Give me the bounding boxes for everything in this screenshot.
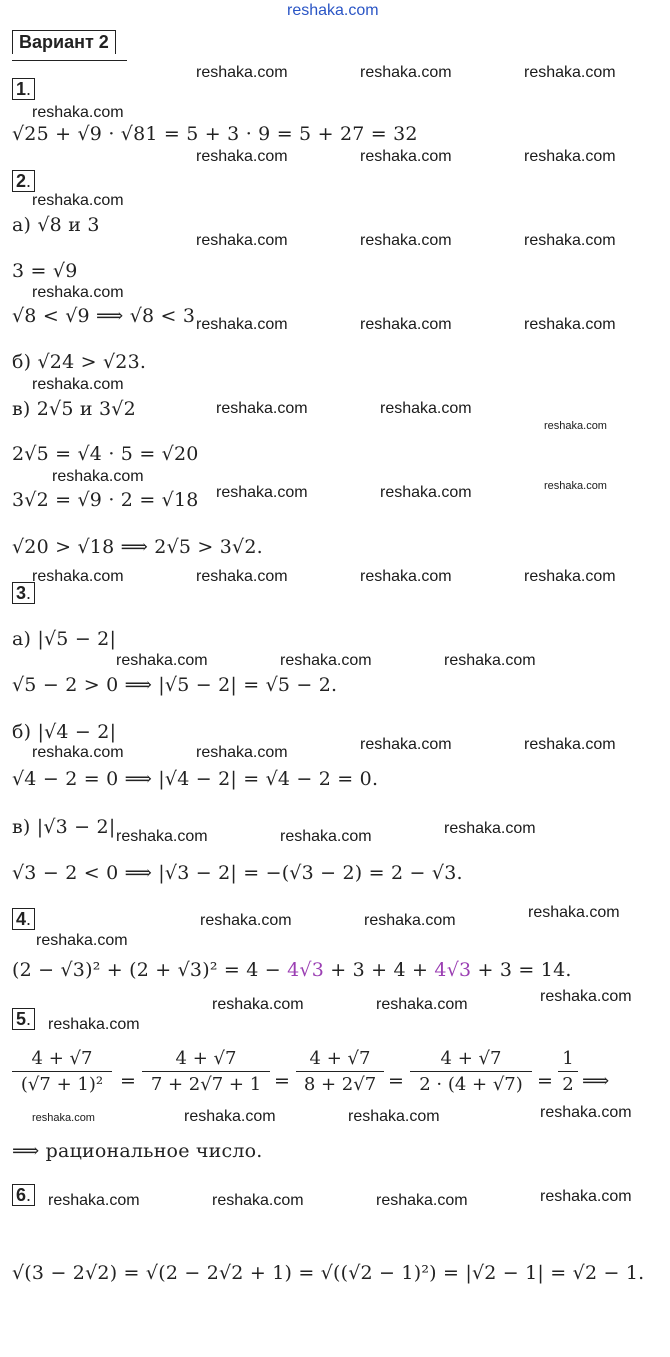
task5-f3-denominator: 8 + 2√7	[303, 1074, 377, 1095]
watermark[interactable]: reshaka.com	[360, 232, 452, 249]
task6-line: √(3 − 2√2) = √(2 − 2√2 + 1) = √((√2 − 1)²) = |√2 − 1| = √2 − 1.	[12, 1262, 645, 1284]
watermark[interactable]: reshaka.com	[364, 912, 456, 929]
task2-line-e: в) 2√5 и 3√2	[12, 398, 136, 420]
watermark[interactable]: reshaka.com	[524, 64, 616, 81]
task-number-1: 1.	[12, 78, 35, 100]
task4-highlight-1: 4√3	[287, 959, 325, 981]
watermark[interactable]: reshaka.com	[544, 420, 607, 432]
watermark[interactable]: reshaka.com	[48, 1016, 140, 1033]
watermark[interactable]: reshaka.com	[360, 316, 452, 333]
watermark[interactable]: reshaka.com	[200, 912, 292, 929]
task5-implies: ⟹	[582, 1070, 610, 1092]
watermark[interactable]: reshaka.com	[380, 484, 472, 501]
watermark[interactable]: reshaka.com	[528, 904, 620, 921]
task3-line-a: а) |√5 − 2|	[12, 628, 117, 650]
watermark[interactable]: reshaka.com	[196, 232, 288, 249]
task2-line-a: а) √8 и 3	[12, 214, 100, 236]
variant-underline	[12, 60, 127, 61]
task3-line-d: √4 − 2 = 0 ⟹ |√4 − 2| = √4 − 2 = 0.	[12, 768, 379, 790]
watermark[interactable]: reshaka.com	[196, 148, 288, 165]
watermark[interactable]: reshaka.com	[32, 376, 124, 393]
watermark[interactable]: reshaka.com	[524, 568, 616, 585]
watermark[interactable]: reshaka.com	[116, 828, 208, 845]
task-number-4: 4.	[12, 908, 35, 930]
task4-part2: + 3 + 4 +	[324, 959, 435, 981]
task3-line-e: в) |√3 − 2|	[12, 816, 116, 838]
watermark[interactable]: reshaka.com	[212, 996, 304, 1013]
task2-line-g: 3√2 = √9 · 2 = √18	[12, 489, 199, 511]
task1-line: √25 + √9 · √81 = 5 + 3 · 9 = 5 + 27 = 32	[12, 123, 418, 145]
task5-f2-numerator: 4 + √7	[175, 1048, 237, 1069]
watermark[interactable]: reshaka.com	[444, 820, 536, 837]
watermark[interactable]: reshaka.com	[544, 480, 607, 492]
watermark[interactable]: reshaka.com	[196, 568, 288, 585]
watermark[interactable]: reshaka.com	[524, 232, 616, 249]
watermark[interactable]: reshaka.com	[116, 652, 208, 669]
watermark[interactable]: reshaka.com	[280, 652, 372, 669]
variant-title: Вариант 2	[12, 30, 116, 54]
watermark[interactable]: reshaka.com	[52, 468, 144, 485]
task3-line-f: √3 − 2 < 0 ⟹ |√3 − 2| = −(√3 − 2) = 2 − √3.	[12, 862, 463, 884]
watermark[interactable]: reshaka.com	[540, 1188, 632, 1205]
watermark[interactable]: reshaka.com	[48, 1192, 140, 1209]
watermark[interactable]: reshaka.com	[444, 652, 536, 669]
watermark[interactable]: reshaka.com	[360, 568, 452, 585]
task5-eq-4: =	[537, 1070, 554, 1092]
watermark[interactable]: reshaka.com	[216, 400, 308, 417]
task2-line-h: √20 > √18 ⟹ 2√5 > 3√2.	[12, 536, 263, 558]
watermark[interactable]: reshaka.com	[360, 64, 452, 81]
site-header[interactable]: reshaka.com	[287, 2, 379, 19]
watermark[interactable]: reshaka.com	[360, 736, 452, 753]
watermark[interactable]: reshaka.com	[540, 988, 632, 1005]
task5-f4-denominator: 2 · (4 + √7)	[419, 1074, 523, 1095]
watermark[interactable]: reshaka.com	[360, 148, 452, 165]
task5-f2-denominator: 7 + 2√7 + 1	[150, 1074, 262, 1095]
watermark[interactable]: reshaka.com	[540, 1104, 632, 1121]
task5-eq-3: =	[388, 1070, 405, 1092]
watermark[interactable]: reshaka.com	[184, 1108, 276, 1125]
watermark[interactable]: reshaka.com	[524, 736, 616, 753]
watermark[interactable]: reshaka.com	[376, 1192, 468, 1209]
watermark[interactable]: reshaka.com	[32, 744, 124, 761]
task5-conclusion: ⟹ рациональное число.	[12, 1140, 263, 1162]
task3-line-b: √5 − 2 > 0 ⟹ |√5 − 2| = √5 − 2.	[12, 674, 338, 696]
watermark[interactable]: reshaka.com	[280, 828, 372, 845]
task4-highlight-2: 4√3	[434, 959, 472, 981]
task5-eq-1: =	[120, 1070, 137, 1092]
task2-line-d: б) √24 > √23.	[12, 351, 147, 373]
task-number-3: 3.	[12, 582, 35, 604]
watermark[interactable]: reshaka.com	[32, 1112, 95, 1124]
task-number-5: 5.	[12, 1008, 35, 1030]
task5-fraction-2	[142, 1048, 270, 1095]
task5-f4-numerator: 4 + √7	[440, 1048, 502, 1069]
task5-f3-numerator: 4 + √7	[309, 1048, 371, 1069]
task5-fraction-1	[12, 1048, 112, 1095]
watermark[interactable]: reshaka.com	[196, 64, 288, 81]
watermark[interactable]: reshaka.com	[32, 284, 124, 301]
task4-line	[12, 959, 572, 981]
task5-f5-numerator: 1	[562, 1048, 574, 1069]
task5-eq-2: =	[274, 1070, 291, 1092]
watermark[interactable]: reshaka.com	[380, 400, 472, 417]
watermark[interactable]: reshaka.com	[216, 484, 308, 501]
task5-f1-numerator: 4 + √7	[31, 1048, 93, 1069]
watermark[interactable]: reshaka.com	[212, 1192, 304, 1209]
watermark[interactable]: reshaka.com	[524, 316, 616, 333]
watermark[interactable]: reshaka.com	[376, 996, 468, 1013]
watermark[interactable]: reshaka.com	[32, 192, 124, 209]
task5-fraction-5	[558, 1048, 578, 1095]
task5-f5-denominator: 2	[562, 1074, 574, 1095]
watermark[interactable]: reshaka.com	[196, 316, 288, 333]
task3-line-c: б) |√4 − 2|	[12, 721, 117, 743]
watermark[interactable]: reshaka.com	[348, 1108, 440, 1125]
task-number-6: 6.	[12, 1184, 35, 1206]
task2-line-c: √8 < √9 ⟹ √8 < 3	[12, 305, 196, 327]
task5-f1-denominator: (√7 + 1)²	[20, 1074, 104, 1095]
watermark[interactable]: reshaka.com	[36, 932, 128, 949]
task2-line-f: 2√5 = √4 · 5 = √20	[12, 443, 199, 465]
watermark[interactable]: reshaka.com	[524, 148, 616, 165]
task5-fraction-4	[410, 1048, 532, 1095]
task4-part1: (2 − √3)² + (2 + √3)² = 4 −	[12, 959, 288, 981]
task5-fraction-3	[296, 1048, 384, 1095]
watermark[interactable]: reshaka.com	[196, 744, 288, 761]
task2-line-b: 3 = √9	[12, 260, 78, 282]
watermark[interactable]: reshaka.com	[32, 568, 124, 585]
watermark[interactable]: reshaka.com	[32, 104, 124, 121]
task4-part3: + 3 = 14.	[471, 959, 572, 981]
task-number-2: 2.	[12, 170, 35, 192]
